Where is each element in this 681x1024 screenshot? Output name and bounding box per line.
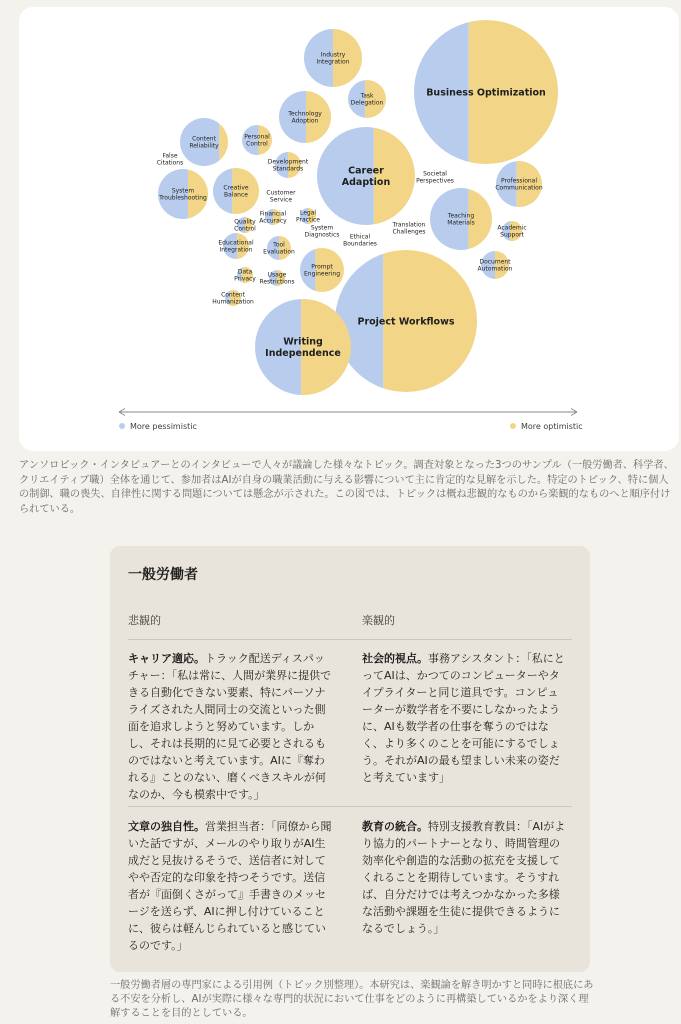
bubble-career-adaption xyxy=(317,127,415,225)
column-header-pessimistic: 悲観的 xyxy=(128,614,161,627)
quote-text: 事務アシスタント：「私にとってAIは、かつてのコンピューターやタイプライターと同じ道具です。コンピューターが数学者を不要にしなかったように、AIも数学者の仕事を奪うのではなく、より多くのことを可能にするでしょう。それがAIの最も望ましい未来の姿だと考えています」 xyxy=(362,652,565,784)
bubble-label: Prompt Engineering xyxy=(304,263,340,278)
bubble-label: Customer Service xyxy=(266,189,296,204)
card-title: 一般労働者 xyxy=(128,567,198,583)
bubble-technology-adoption xyxy=(279,91,331,143)
bubble-educational-integration xyxy=(218,233,254,259)
bubble-financial-accuracy xyxy=(259,209,287,225)
quote-pessimistic-2 xyxy=(128,818,334,954)
bubble-label: Writing Independence xyxy=(265,336,341,360)
bubble-label: Ethical Boundaries xyxy=(343,233,377,248)
bubble-customer-service xyxy=(266,190,296,204)
legend-dot-pessimistic xyxy=(119,423,125,429)
bubble-personal-control xyxy=(242,125,272,155)
bubble-quality-control xyxy=(234,217,256,233)
quote-optimistic-1 xyxy=(362,650,568,786)
quote-text: トラック配送ディスパッチャー：「私は常に、人間が業界に提供できる自動化できない要素、特にパーソナライズされた人間同士の交流といった側面を追求しようと努めています。しかし、それは長期的に見て必要とされるものではないと考えています。AIに『奪われる』ことのない、磨くべきスキルが何なのか、今も模索中です。」 xyxy=(128,652,332,801)
bubble-false-citations xyxy=(157,153,184,167)
bubble-label: System Troubleshooting xyxy=(159,187,207,202)
bubble-system-diagnostics xyxy=(305,225,340,239)
bubble-optimistic-share xyxy=(219,118,228,166)
quote-caption: 一般労働者層の専門家による引用例（トピック別整理）。本研究は、楽観論を解き明かすと同時に根底にある不安を分析し、AIが実際に様々な専門的状況において仕事をどのように再構築しているかをより深く理解することを目的としている。 xyxy=(110,980,594,1019)
divider xyxy=(128,639,572,640)
legend-label-optimistic: More optimistic xyxy=(521,422,583,431)
bubble-task-delegation xyxy=(348,80,386,118)
quote-topic: 社会的視点。 xyxy=(362,652,428,665)
bubble-tool-evaluation xyxy=(263,236,295,260)
bubble-label: Professional Communication xyxy=(495,177,543,192)
bubble-document-automation xyxy=(478,251,513,279)
figure-caption: アンソロピック・インタビュアーとのインタビューで人々が議論した様々なトピック。調査対象となった3つのサンプル（一般労働者、科学者、クリエイティブ職）全体を通じて、参加者はAIが自身の職業活動に与える影響について主に肯定的な見解を示した。特定のトピック、特に個人の制御、職の喪失、自律性に関する問題については懸念が示された。この図では、トピックは概ね悲観的なものから楽観的なものへと順序付けられている。 xyxy=(19,460,674,515)
bubble-label: Translation Challenges xyxy=(392,221,426,236)
bubble-label: Project Workflows xyxy=(357,316,455,328)
bubble-translation-challenges xyxy=(392,222,426,236)
bubble-label: Creative Balance xyxy=(223,184,249,199)
bubble-chart xyxy=(19,7,679,451)
bubble-societal-perspectives xyxy=(416,171,454,185)
bubble-project-workflows xyxy=(335,250,477,392)
bubble-label: Academic Support xyxy=(497,224,527,239)
legend-label-pessimistic: More pessimistic xyxy=(130,422,197,431)
bubble-business-optimization xyxy=(414,20,558,164)
bubble-label: Educational Integration xyxy=(218,239,254,254)
bubble-content-reliability xyxy=(180,118,228,166)
bubble-system-troubleshooting xyxy=(158,169,208,219)
quote-topic: キャリア適応。 xyxy=(128,652,205,665)
bubble-label: Career Adaption xyxy=(341,165,391,189)
bubble-label: Societal Perspectives xyxy=(416,170,454,185)
quote-optimistic-2 xyxy=(362,818,568,937)
chart-card xyxy=(19,7,679,451)
bubble-academic-support xyxy=(497,221,526,241)
bubble-label: Tool Evaluation xyxy=(263,241,295,256)
column-header-optimistic: 楽観的 xyxy=(362,614,395,627)
bubble-legal-practice xyxy=(296,208,320,224)
bubble-writing-independence xyxy=(255,299,351,395)
bubble-creative-balance xyxy=(213,168,259,214)
bubble-development-standards xyxy=(268,152,309,178)
bubble-label: Data Privacy xyxy=(234,268,256,283)
bubble-label: System Diagnostics xyxy=(304,224,340,239)
bubble-label: Legal Practice xyxy=(296,209,320,224)
bubble-professional-communication xyxy=(495,161,542,207)
bubble-label: Content Humanization xyxy=(212,291,254,306)
bubble-label: Teaching Materials xyxy=(447,212,475,227)
bubble-teaching-materials xyxy=(430,188,492,250)
bubble-label: Business Optimization xyxy=(426,87,546,99)
bubble-label: Content Reliability xyxy=(189,135,219,150)
bubble-data-privacy xyxy=(234,267,256,283)
bubble-label: Document Automation xyxy=(477,258,513,273)
bubble-label: Usage Restrictions xyxy=(259,271,295,286)
legend-dot-optimistic xyxy=(510,423,516,429)
bubble-label: Financial Accuracy xyxy=(259,210,287,225)
bubble-industry-integration xyxy=(304,29,362,87)
bubble-label: Personal Control xyxy=(244,133,270,148)
quote-topic: 教育の統合。 xyxy=(362,820,428,833)
bubble-label: Development Standards xyxy=(267,158,309,173)
bubble-label: Task Delegation xyxy=(350,92,384,107)
bubble-label: Technology Adoption xyxy=(288,110,322,125)
quote-card xyxy=(110,546,590,972)
bubble-usage-restrictions xyxy=(259,270,294,286)
quote-topic: 文章の独自性。 xyxy=(128,820,205,833)
bubble-content-humanization xyxy=(212,290,254,306)
divider xyxy=(128,806,572,807)
bubble-label: False Citations xyxy=(156,152,184,167)
bubble-label: Quality Control xyxy=(234,218,256,233)
bubble-ethical-boundaries xyxy=(343,234,377,248)
quote-text: 営業担当者：「同僚から聞いた話ですが、メールのやり取りがAI生成だと見抜けるそうで、送信者に対してやや否定的な印象を持つそうです。送信者が『面倒くさがって』手書きのメッセージを送らず、AIに押し付けていることに、彼らは軽んじられていると感じているのです。」 xyxy=(128,820,332,952)
bubble-label: Industry Integration xyxy=(316,51,350,66)
quote-pessimistic-1 xyxy=(128,650,334,803)
bubble-prompt-engineering xyxy=(300,248,344,292)
quote-text: 特別支援教育教員：「AIがより協力的パートナーとなり、時間管理の効率化や創造的な活動の拡充を支援してくれることを期待しています。そうすれば、自分だけでは考えつかなかった多様な活動や課題を生徒に提供できるようになるでしょう。」 xyxy=(362,820,566,935)
